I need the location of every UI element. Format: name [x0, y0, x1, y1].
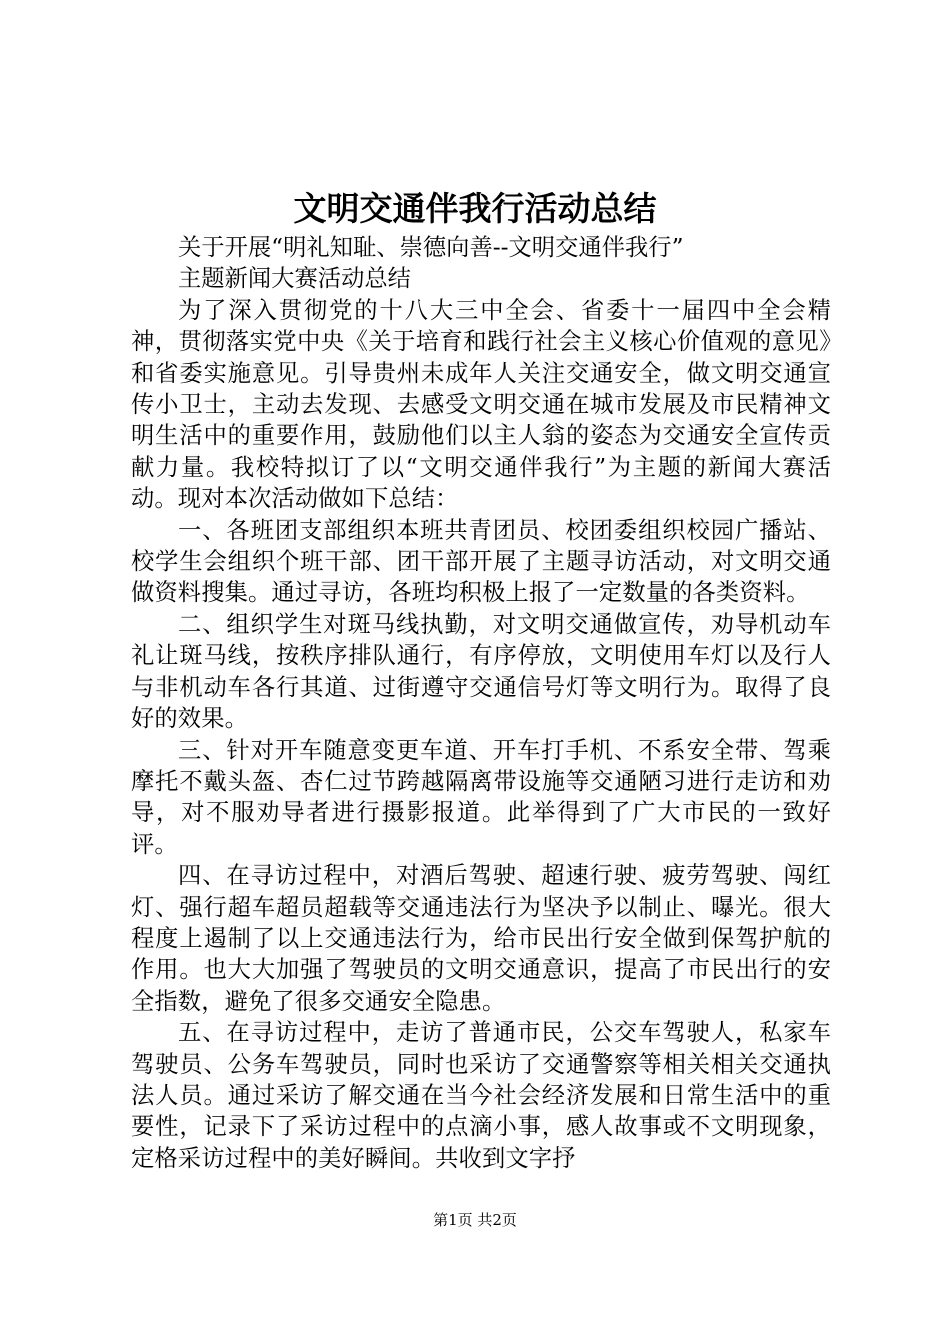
- document-title: 文明交通伴我行活动总结: [293, 189, 657, 228]
- paragraph-item-2: 二、组织学生对斑马线执勤，对文明交通做宣传，劝导机动车礼让斑马线，按秩序排队通行，有序停放，文明使用车灯以及行人与非机动车各行其道、过街遵守交通信号灯等文明行为。取得了良好的效果。: [131, 610, 831, 733]
- paragraph-item-1: 一、各班团支部组织本班共青团员、校团委组织校园广播站、校学生会组织个班干部、团干部开展了主题寻访活动，对文明交通做资料搜集。通过寻访，各班均积极上报了一定数量的各类资料。: [131, 516, 831, 607]
- paragraph-item-3: 三、针对开车随意变更车道、开车打手机、不系安全带、驾乘摩托不戴头盔、杏仁过节跨越隔离带设施等交通陋习进行走访和劝导，对不服劝导者进行摄影报道。此举得到了广大市民的一致好评。: [131, 736, 831, 858]
- paragraph-item-4: 四、在寻访过程中，对酒后驾驶、超速行驶、疲劳驾驶、闯红灯、强行超车超员超载等交通违法行为坚决予以制止、曝光。很大程度上遏制了以上交通违法行为，给市民出行安全做到保驾护航的作用。也大大加强了驾驶员的文明交通意识，提高了市民出行的安全指数，避免了很多交通安全隐患。: [131, 862, 831, 1015]
- paragraph-intro: 为了深入贯彻党的十八大三中全会、省委十一届四中全会精神，贯彻落实党中央《关于培育和践行社会主义核心价值观的意见》和省委实施意见。引导贵州未成年人关注交通安全，做文明交通宣传小卫士，主动去发现、去感受文明交通在城市发展及市民精神文明生活中的重要作用，鼓励他们以主人翁的姿态为交通安全宣传贡献力量。我校特拟订了以“文明交通伴我行”为主题的新闻大赛活动。现对本次活动做如下总结：: [131, 296, 831, 513]
- paragraph-item-5: 五、在寻访过程中，走访了普通市民，公交车驾驶人，私家车驾驶员、公务车驾驶员，同时也采访了交通警察等相关相关交通执法人员。通过采访了解交通在当今社会经济发展和日常生活中的重要性，记录下了采访过程中的点滴小事，感人故事或不文明现象，定格采访过程中的美好瞬间。共收到文字抒: [131, 1019, 831, 1172]
- subtitle-line-1: 关于开展“明礼知耻、崇德向善--文明交通伴我行”: [178, 234, 684, 261]
- subtitle-line-2: 主题新闻大赛活动总结: [178, 265, 411, 293]
- document-body: [131, 232, 831, 1174]
- page-footer: 第1页 共2页: [433, 1211, 517, 1229]
